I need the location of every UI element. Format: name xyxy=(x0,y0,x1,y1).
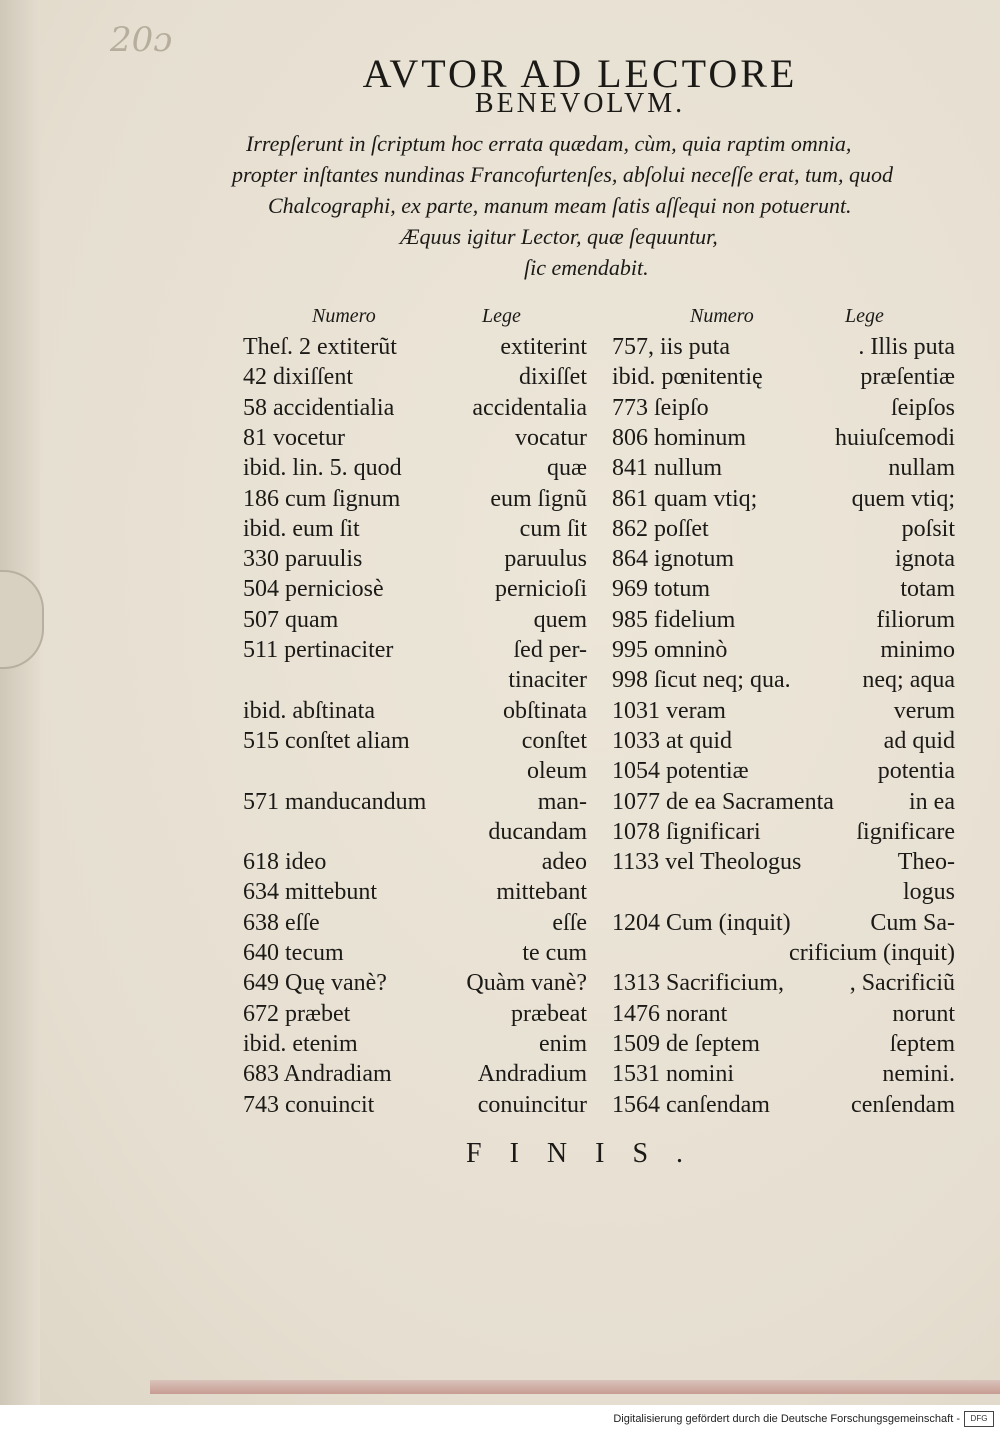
intro-line: propter inſtantes nundinas Francofurtenſes, abſolui neceſſe erat, tum, quod xyxy=(232,162,893,187)
errata-lege-left: præbeat xyxy=(511,1000,587,1027)
errata-lege-left: eum ſignũ xyxy=(490,485,587,512)
errata-numero-left: 330 paruulis xyxy=(243,546,363,573)
errata-numero-left: 672 præbet xyxy=(243,1000,351,1027)
errata-lege-left: cum ſit xyxy=(519,515,587,542)
errata-numero-left: 638 eſſe xyxy=(243,909,320,936)
errata-lege-right: verum xyxy=(893,697,955,724)
errata-lege-right: . Illis puta xyxy=(858,334,955,360)
errata-numero-left: 504 perniciosè xyxy=(243,576,384,603)
errata-lege-right: logus xyxy=(902,879,955,906)
errata-numero-right: 998 ſicut neq; qua. xyxy=(612,667,791,694)
errata-lege-right: potentia xyxy=(877,758,955,785)
header-lege-left: Lege xyxy=(482,305,521,327)
errata-lege-left: ſed per- xyxy=(513,637,587,663)
errata-lege-left: mittebant xyxy=(496,879,587,906)
errata-lege-left: te cum xyxy=(522,940,587,966)
errata-lege-right: totam xyxy=(900,576,955,603)
errata-lege-left: pernicioſi xyxy=(495,576,587,603)
errata-numero-right: 1077 de ea Sacramenta xyxy=(612,788,834,815)
errata-lege-left: eſſe xyxy=(552,909,587,936)
errata-numero-left: ibid. lin. 5. quod xyxy=(243,455,402,482)
errata-lege-left: obſtinata xyxy=(503,697,587,724)
errata-numero-right: 806 hominum xyxy=(612,424,747,451)
errata-numero-right: 1204 Cum (inquit) xyxy=(612,909,791,936)
errata-lege-right: quem vtiq; xyxy=(851,485,955,512)
errata-lege-left: oleum xyxy=(527,758,587,785)
errata-lege-right: huiuſcemodi xyxy=(835,424,955,451)
errata-lege-left: ducandam xyxy=(488,818,587,845)
errata-numero-right: 1531 nomini xyxy=(612,1061,735,1088)
errata-lege-right: in ea xyxy=(909,788,955,815)
errata-numero-left: 634 mittebunt xyxy=(243,879,377,906)
footer-credit: Digitalisierung gefördert durch die Deutsche Forschungsgemeinschaft - xyxy=(613,1413,960,1425)
errata-lege-left: quem xyxy=(533,606,587,633)
errata-lege-left: extiterint xyxy=(500,334,587,360)
header-numero-right: Numero xyxy=(690,305,754,327)
errata-numero-left: 511 pertinaciter xyxy=(243,637,394,663)
errata-numero-left: 649 Quę vanè? xyxy=(243,970,387,997)
errata-lege-left: conſtet xyxy=(521,727,587,754)
errata-numero-left: 42 dixiſſent xyxy=(243,364,353,391)
errata-numero-right: 864 ignotum xyxy=(612,546,735,573)
header-lege-right: Lege xyxy=(845,305,884,327)
errata-lege-left: man- xyxy=(537,788,587,815)
errata-numero-left: ibid. eum ſit xyxy=(243,515,360,542)
errata-numero-left: 571 manducandum xyxy=(243,788,427,815)
intro-line: Æquus igitur Lector, quæ ſequuntur, xyxy=(400,224,718,249)
errata-numero-right: 1078 ſignificari xyxy=(612,818,761,845)
intro-line: Chalcographi, ex parte, manum meam ſatis aſſequi non potuerunt. xyxy=(268,193,852,218)
title-line-1: AVTOR AD LECTORE xyxy=(362,51,798,96)
errata-numero-right: 1033 at quid xyxy=(612,727,732,754)
errata-numero-left: 515 conſtet aliam xyxy=(243,727,410,754)
errata-lege-left: conuincitur xyxy=(477,1091,587,1118)
title-line-2: BENEVOLVM. xyxy=(474,88,686,119)
errata-lege-left: enim xyxy=(539,1030,587,1057)
errata-numero-right: 1031 veram xyxy=(612,697,726,724)
intro-line: ſic emendabit. xyxy=(524,255,649,280)
errata-lege-right: nemini. xyxy=(882,1061,955,1088)
errata-lege-right: norunt xyxy=(892,1000,955,1027)
errata-numero-right: 969 totum xyxy=(612,576,711,603)
errata-numero-right: 841 nullum xyxy=(612,455,723,482)
errata-lege-left: accidentalia xyxy=(472,394,587,421)
errata-lege-right: præſentiæ xyxy=(860,364,955,391)
errata-lege-right: Cum Sa- xyxy=(870,909,955,936)
errata-numero-right: 773 ſeipſo xyxy=(612,394,709,421)
errata-numero-right: 1313 Sacrificium, xyxy=(612,970,784,997)
errata-lege-right: ſignificare xyxy=(856,818,955,845)
errata-numero-left: ibid. abſtinata xyxy=(243,697,375,724)
errata-lege-right: poſsit xyxy=(901,515,955,542)
errata-numero-left: 81 vocetur xyxy=(243,424,345,451)
errata-lege-left: vocatur xyxy=(515,424,587,451)
errata-numero-left: 683 Andradiam xyxy=(243,1061,392,1088)
errata-lege-right: Theo- xyxy=(897,849,955,876)
errata-lege-left: quæ xyxy=(546,455,587,482)
errata-lege-right: ignota xyxy=(895,546,955,573)
dfg-logo: DFG xyxy=(964,1411,994,1427)
errata-lege-right: cenſendam xyxy=(851,1091,955,1118)
errata-lege-right: ſeptem xyxy=(889,1030,955,1057)
errata-lege-left: dixiſſet xyxy=(519,364,587,391)
errata-numero-left: 743 conuincit xyxy=(243,1091,375,1118)
errata-numero-right: 1133 vel Theologus xyxy=(612,849,802,876)
errata-numero-left: 507 quam xyxy=(243,606,339,633)
errata-lege-left: tinaciter xyxy=(508,667,587,694)
errata-lege-right: crificium (inquit) xyxy=(789,940,955,966)
footer-bar xyxy=(0,1405,1000,1432)
errata-numero-left: 58 accidentialia xyxy=(243,394,395,421)
errata-numero-right: 757, iis puta xyxy=(612,334,730,360)
errata-lege-left: Quàm vanè? xyxy=(466,970,587,997)
errata-numero-left: 640 tecum xyxy=(243,940,344,966)
errata-lege-right: filiorum xyxy=(876,606,955,633)
errata-numero-right: 862 poſſet xyxy=(612,515,709,542)
errata-numero-left: 618 ideo xyxy=(243,849,327,876)
errata-lege-right: ſeipſos xyxy=(891,394,955,421)
intro-paragraph xyxy=(232,128,964,283)
errata-lege-right: ad quid xyxy=(883,727,955,754)
page-left-edge xyxy=(0,0,40,1405)
errata-lege-left: Andradium xyxy=(477,1061,587,1088)
errata-numero-right: 995 omninò xyxy=(612,637,728,663)
errata-lege-left: paruulus xyxy=(504,546,587,573)
errata-numero-right: 1564 canſendam xyxy=(612,1091,770,1118)
errata-lege-right: nullam xyxy=(888,455,955,482)
errata-numero-right: 1476 norant xyxy=(612,1000,728,1027)
errata-lege-left: adeo xyxy=(541,849,587,876)
errata-lege-right: neq; aqua xyxy=(862,667,955,694)
errata-numero-left: ibid. etenim xyxy=(243,1030,358,1057)
errata-lege-right: minimo xyxy=(880,637,955,663)
finis: FINIS. xyxy=(466,1138,712,1169)
errata-numero-right: ibid. pœnitentię xyxy=(612,364,763,391)
errata-numero-right: 1054 potentiæ xyxy=(612,758,749,785)
page-bottom-edge xyxy=(150,1380,1000,1394)
errata-lege-right: , Sacrificiũ xyxy=(849,970,955,997)
errata-numero-right: 861 quam vtiq; xyxy=(612,485,758,512)
header-numero-left: Numero xyxy=(312,305,376,327)
errata-numero-left: Theſ. 2 extiterũt xyxy=(243,334,397,360)
errata-numero-right: 985 fidelium xyxy=(612,606,736,633)
errata-numero-right: 1509 de ſeptem xyxy=(612,1030,760,1057)
intro-line: Irrepſerunt in ſcriptum hoc errata quædam, cùm, quia raptim omnia, xyxy=(246,131,852,156)
handwritten-note: 20ɔ xyxy=(110,20,173,60)
errata-numero-left: 186 cum ſignum xyxy=(243,485,401,512)
